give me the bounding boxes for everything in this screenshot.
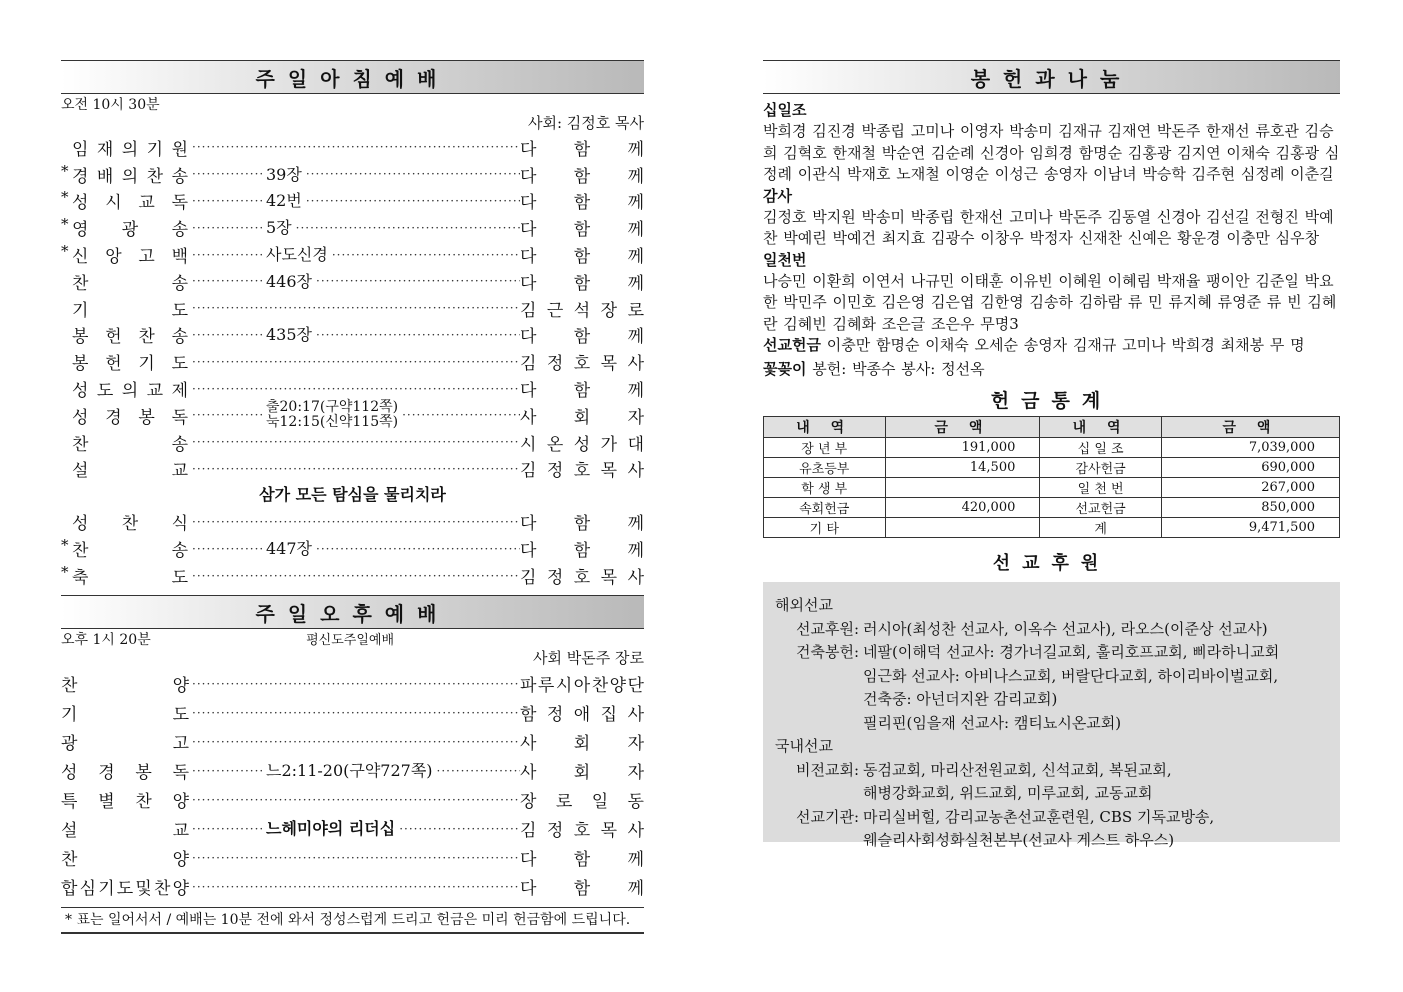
build-key: 건축봉헌: bbox=[795, 643, 859, 661]
tithe-names: 박희경 김진경 박종립 고미나 이영자 박송미 김재규 김재연 박돈주 한재선 류호관 김승희 김혁호 한재철 박순연 김순례 신경아 임희경 함명순 김홍광 김지연 이채숙 김홍광 심정례 이관식 박재호 노재철 이영순 이성근 송영자 이남녀 박승학 김주현 심정례 이춘길 bbox=[763, 122, 1340, 183]
order-item-label: * 경 배 의 찬 송 bbox=[61, 161, 188, 187]
order-item-label: * 영 광 송 bbox=[61, 215, 188, 241]
overseas-label: 해외선교 bbox=[775, 596, 833, 614]
mission-offering-label: 선교헌금 bbox=[763, 336, 821, 354]
stats-cell: 850,000 bbox=[1161, 498, 1339, 518]
order-item-label: 찬 양 bbox=[61, 676, 189, 697]
morning-presider: 사회: 김정호 목사 bbox=[527, 114, 644, 132]
order-item-leader: 다 함 께 bbox=[520, 381, 644, 402]
order-row bbox=[61, 188, 644, 215]
order-item-label: 찬 양 bbox=[61, 850, 189, 871]
order-item-label: 성 경 봉 독 bbox=[61, 763, 189, 784]
offering-column bbox=[763, 60, 1340, 849]
order-item-leader: 사 회 자 bbox=[520, 734, 644, 755]
morning-time: 오전 10시 30분 bbox=[61, 97, 160, 113]
order-item-leader: 시 온 성 가 대 bbox=[520, 434, 644, 455]
order-item-label: 특 별 찬 양 bbox=[61, 792, 189, 813]
order-item-label: 성 경 봉 독 bbox=[72, 407, 188, 428]
stats-header-cell: 금 액 bbox=[1161, 417, 1339, 438]
order-item-leader: 사 회 자 bbox=[520, 407, 644, 428]
order-item-leader: 김 근 석 장 로 bbox=[520, 300, 644, 321]
order-row bbox=[61, 535, 644, 562]
order-item-detail: 435장 bbox=[266, 325, 312, 345]
offering-stats-table bbox=[763, 416, 1340, 538]
order-item-detail: 느헤미야의 리더십 bbox=[266, 819, 396, 839]
order-item-label: 설 교 bbox=[61, 821, 189, 842]
afternoon-presider: 사회 박돈주 장로 bbox=[533, 649, 644, 668]
stats-cell bbox=[885, 518, 1040, 538]
order-item-detail: 447장 bbox=[266, 539, 312, 559]
order-item-leader: 다 함 께 bbox=[520, 541, 644, 562]
order-item-leader: 김 정 호 목 사 bbox=[520, 568, 644, 589]
order-item-detail: 출20:17(구약112쪽) 눅12:15(신약115쪽) bbox=[266, 399, 399, 431]
stats-header-row bbox=[764, 417, 1340, 438]
order-item-leader: 다 함 께 bbox=[520, 327, 644, 348]
stats-cell: 속회헌금 bbox=[764, 498, 886, 518]
order-item-leader: 다 함 께 bbox=[520, 247, 644, 268]
stats-cell bbox=[885, 478, 1040, 498]
stats-cell: 장 년 부 bbox=[764, 438, 886, 458]
order-row bbox=[61, 134, 644, 161]
afternoon-time: 오후 1시 20분 bbox=[61, 632, 151, 649]
org-values bbox=[863, 806, 1328, 853]
order-row bbox=[61, 698, 644, 727]
mission-entry: 동검교회, 마리산전원교회, 신석교회, 복된교회, bbox=[863, 760, 1172, 779]
order-item-leader: 다 함 께 bbox=[520, 139, 644, 160]
mission-offering-names: 이충만 함명순 이채숙 오세순 송영자 김재규 고미나 박희경 최채봉 무 명 bbox=[826, 336, 1305, 354]
mission-support-box bbox=[763, 582, 1340, 849]
order-item-label: * 성 시 교 독 bbox=[61, 188, 188, 214]
order-row bbox=[61, 508, 644, 535]
order-row bbox=[61, 399, 644, 431]
stats-cell: 14,500 bbox=[885, 458, 1040, 478]
order-row bbox=[61, 456, 644, 483]
offering-banner bbox=[763, 60, 1340, 94]
sermon-title: 삼가 모든 탐심을 물리치라 bbox=[259, 485, 446, 505]
support-key: 선교후원: bbox=[795, 619, 859, 638]
order-item-leader: 장 로 일 동 bbox=[520, 792, 644, 813]
stats-cell: 690,000 bbox=[1161, 458, 1339, 478]
mission-entry: 필리핀(임을재 선교사: 캠티뇨시온교회) bbox=[863, 713, 1122, 732]
stats-title: 헌금통계 bbox=[990, 390, 1113, 412]
mission-entry: 마리실버힐, 감리교농촌선교훈련원, CBS 기독교방송, bbox=[863, 807, 1215, 826]
order-item-detail-2: 눅12:15(신약115쪽) bbox=[266, 414, 399, 431]
order-row bbox=[61, 756, 644, 785]
tithe-label: 십일조 bbox=[763, 101, 807, 119]
order-row bbox=[61, 161, 644, 188]
stats-cell: 유초등부 bbox=[764, 458, 886, 478]
order-item-label: 광 고 bbox=[61, 734, 189, 755]
afternoon-meta bbox=[61, 629, 644, 647]
stats-body bbox=[764, 438, 1340, 538]
order-row bbox=[61, 562, 644, 589]
order-row bbox=[61, 268, 644, 295]
stats-cell: 420,000 bbox=[885, 498, 1040, 518]
weak-row bbox=[775, 759, 1328, 806]
order-row bbox=[61, 429, 644, 456]
mission-support-title: 선교후원 bbox=[992, 553, 1111, 574]
stats-header-cell: 내 역 bbox=[764, 417, 886, 438]
worship-order-column bbox=[61, 60, 644, 934]
mission-entry: 네팔(이해덕 선교사: 경가너길교회, 훌리호프교회, 삐라하니교회 bbox=[863, 643, 1280, 661]
stats-header-cell: 내 역 bbox=[1040, 417, 1162, 438]
afternoon-order-list bbox=[61, 669, 644, 901]
support-values bbox=[863, 618, 1328, 642]
order-row bbox=[61, 375, 644, 402]
order-item-label: 합 심 기 도 및 찬 양 bbox=[61, 879, 189, 900]
thanks-label: 감사 bbox=[763, 186, 792, 205]
support-row bbox=[775, 618, 1328, 642]
order-row bbox=[61, 814, 644, 843]
order-item-label: 기 도 bbox=[72, 300, 188, 321]
order-item-label: * 신 앙 고 백 bbox=[61, 242, 188, 268]
order-item-detail: 42번 bbox=[266, 191, 302, 211]
table-row bbox=[764, 498, 1340, 518]
thousand-label: 일천번 bbox=[763, 250, 807, 269]
order-item-leader: 김 정 호 목 사 bbox=[520, 821, 644, 842]
stats-cell: 191,000 bbox=[885, 438, 1040, 458]
order-item-detail: 느2:11-20(구약727쪽) bbox=[266, 761, 433, 781]
morning-order-list-2 bbox=[61, 508, 644, 589]
mission-entry: 해병강화교회, 위드교회, 미루교회, 교동교회 bbox=[863, 784, 1153, 802]
order-item-detail: 사도신경 bbox=[266, 245, 328, 265]
order-item-leader: 파 루 시 아 찬 양 단 bbox=[520, 676, 644, 697]
thousand-names: 나승민 이환희 이연서 나규민 이태훈 이유빈 이혜원 이혜림 박재율 팽이안 김준일 박요한 박민주 이민호 김은영 김은엽 김한영 김송하 김하람 류 민 류지혜 류영준 류 빈 김혜란 김혜빈 김혜화 조은글 조은우 무명3 bbox=[763, 271, 1337, 333]
table-row bbox=[764, 438, 1340, 458]
order-row bbox=[61, 669, 644, 698]
order-item-label: 성 찬 식 bbox=[72, 514, 188, 535]
order-row bbox=[61, 727, 644, 756]
mission-entry: 러시아(최성찬 선교사, 이옥수 선교사), 라오스(이준상 선교사) bbox=[863, 619, 1268, 638]
order-row bbox=[61, 322, 644, 349]
order-row bbox=[61, 214, 644, 241]
order-item-label: * 찬 송 bbox=[61, 536, 188, 562]
order-item-leader: 다 함 께 bbox=[520, 879, 644, 900]
table-row bbox=[764, 518, 1340, 538]
order-item-leader: 다 함 께 bbox=[520, 166, 644, 187]
weak-key: 비전교회: bbox=[795, 760, 859, 779]
stats-cell: 일 천 번 bbox=[1040, 478, 1162, 498]
order-item-label: 설 교 bbox=[72, 461, 188, 482]
order-item-leader: 다 함 께 bbox=[520, 850, 644, 871]
order-item-detail: 5장 bbox=[266, 218, 292, 238]
morning-service-banner bbox=[61, 60, 644, 94]
order-item-label: 기 도 bbox=[61, 705, 189, 726]
flower-label: 꽃꽂이 bbox=[763, 359, 807, 378]
org-key: 선교기관: bbox=[795, 807, 859, 826]
order-item-leader: 다 함 께 bbox=[520, 514, 644, 535]
order-row bbox=[61, 241, 644, 268]
build-row bbox=[775, 641, 1328, 735]
order-item-label: 봉 헌 기 도 bbox=[72, 354, 188, 375]
stats-cell: 선교헌금 bbox=[1040, 498, 1162, 518]
order-item-leader: 김 정 호 목 사 bbox=[520, 354, 644, 375]
stats-cell: 267,000 bbox=[1161, 478, 1339, 498]
stats-cell: 계 bbox=[1040, 518, 1162, 538]
mission-entry: 건축중: 아넌더지완 감리교회) bbox=[863, 690, 1058, 708]
stats-cell: 7,039,000 bbox=[1161, 438, 1339, 458]
order-item-leader: 사 회 자 bbox=[520, 763, 644, 784]
order-item-leader: 함 정 애 집 사 bbox=[520, 705, 644, 726]
order-item-label: 찬 송 bbox=[72, 434, 188, 455]
table-row bbox=[764, 458, 1340, 478]
stats-cell: 학 생 부 bbox=[764, 478, 886, 498]
order-item-label: 봉 헌 찬 송 bbox=[72, 327, 188, 348]
order-item-leader: 다 함 께 bbox=[520, 220, 644, 241]
stats-cell: 십 일 조 bbox=[1040, 438, 1162, 458]
order-item-leader: 김 정 호 목 사 bbox=[520, 461, 644, 482]
flower-line bbox=[763, 359, 1340, 381]
offering-title: 봉헌과나눔 bbox=[970, 66, 1133, 91]
stats-cell: 기 타 bbox=[764, 518, 886, 538]
stats-header-cell: 금 액 bbox=[885, 417, 1040, 438]
build-values bbox=[863, 641, 1328, 735]
order-row bbox=[61, 785, 644, 814]
order-item-detail: 39장 bbox=[266, 164, 302, 184]
afternoon-service-title: 주일오후예배 bbox=[255, 601, 450, 626]
footnote: * 표는 일어서서 / 예배는 10분 전에 와서 정성스럽게 드리고 헌금은 미리 헌금함에 드립니다. bbox=[61, 907, 644, 934]
order-item-leader: 다 함 께 bbox=[520, 273, 644, 294]
order-item-label: 찬 송 bbox=[72, 273, 188, 294]
order-item-label: 임 재 의 기 원 bbox=[72, 139, 188, 160]
order-item-leader: 다 함 께 bbox=[520, 193, 644, 214]
stats-cell: 감사헌금 bbox=[1040, 458, 1162, 478]
mission-entry: 임근화 선교사: 아비나스교회, 버랄단다교회, 하이리바이벌교회, bbox=[863, 666, 1279, 685]
order-row bbox=[61, 295, 644, 322]
order-item-detail: 446장 bbox=[266, 271, 312, 291]
weak-values bbox=[863, 759, 1328, 806]
offering-lists bbox=[763, 100, 1340, 380]
morning-meta bbox=[61, 94, 644, 112]
mission-entry: 웨슬리사회성화실천본부(선교사 게스트 하우스) bbox=[863, 831, 1175, 849]
order-item-label: 성 도 의 교 제 bbox=[72, 381, 188, 402]
thanks-names: 김정호 박지원 박송미 박종립 한재선 고미나 박돈주 김동열 신경아 김선길 전형진 박예찬 박예린 박예건 최지효 김광수 이창우 박정자 신재찬 신예은 황운경 이충만 심우창 bbox=[763, 207, 1334, 247]
afternoon-note: 평신도주일예배 bbox=[306, 633, 394, 649]
stats-cell: 9,471,500 bbox=[1161, 518, 1339, 538]
order-row bbox=[61, 348, 644, 375]
mission-offering-line bbox=[763, 335, 1340, 357]
org-row bbox=[775, 806, 1328, 853]
morning-service-title: 주일아침예배 bbox=[255, 66, 450, 91]
order-row bbox=[61, 872, 644, 901]
flower-text: 봉헌: 박종수 봉사: 정선옥 bbox=[812, 359, 985, 378]
morning-order-list bbox=[61, 134, 644, 482]
order-item-label: * 축 도 bbox=[61, 563, 188, 589]
afternoon-service-banner bbox=[61, 595, 644, 629]
domestic-label: 국내선교 bbox=[775, 737, 833, 755]
order-row bbox=[61, 843, 644, 872]
table-row bbox=[764, 478, 1340, 498]
